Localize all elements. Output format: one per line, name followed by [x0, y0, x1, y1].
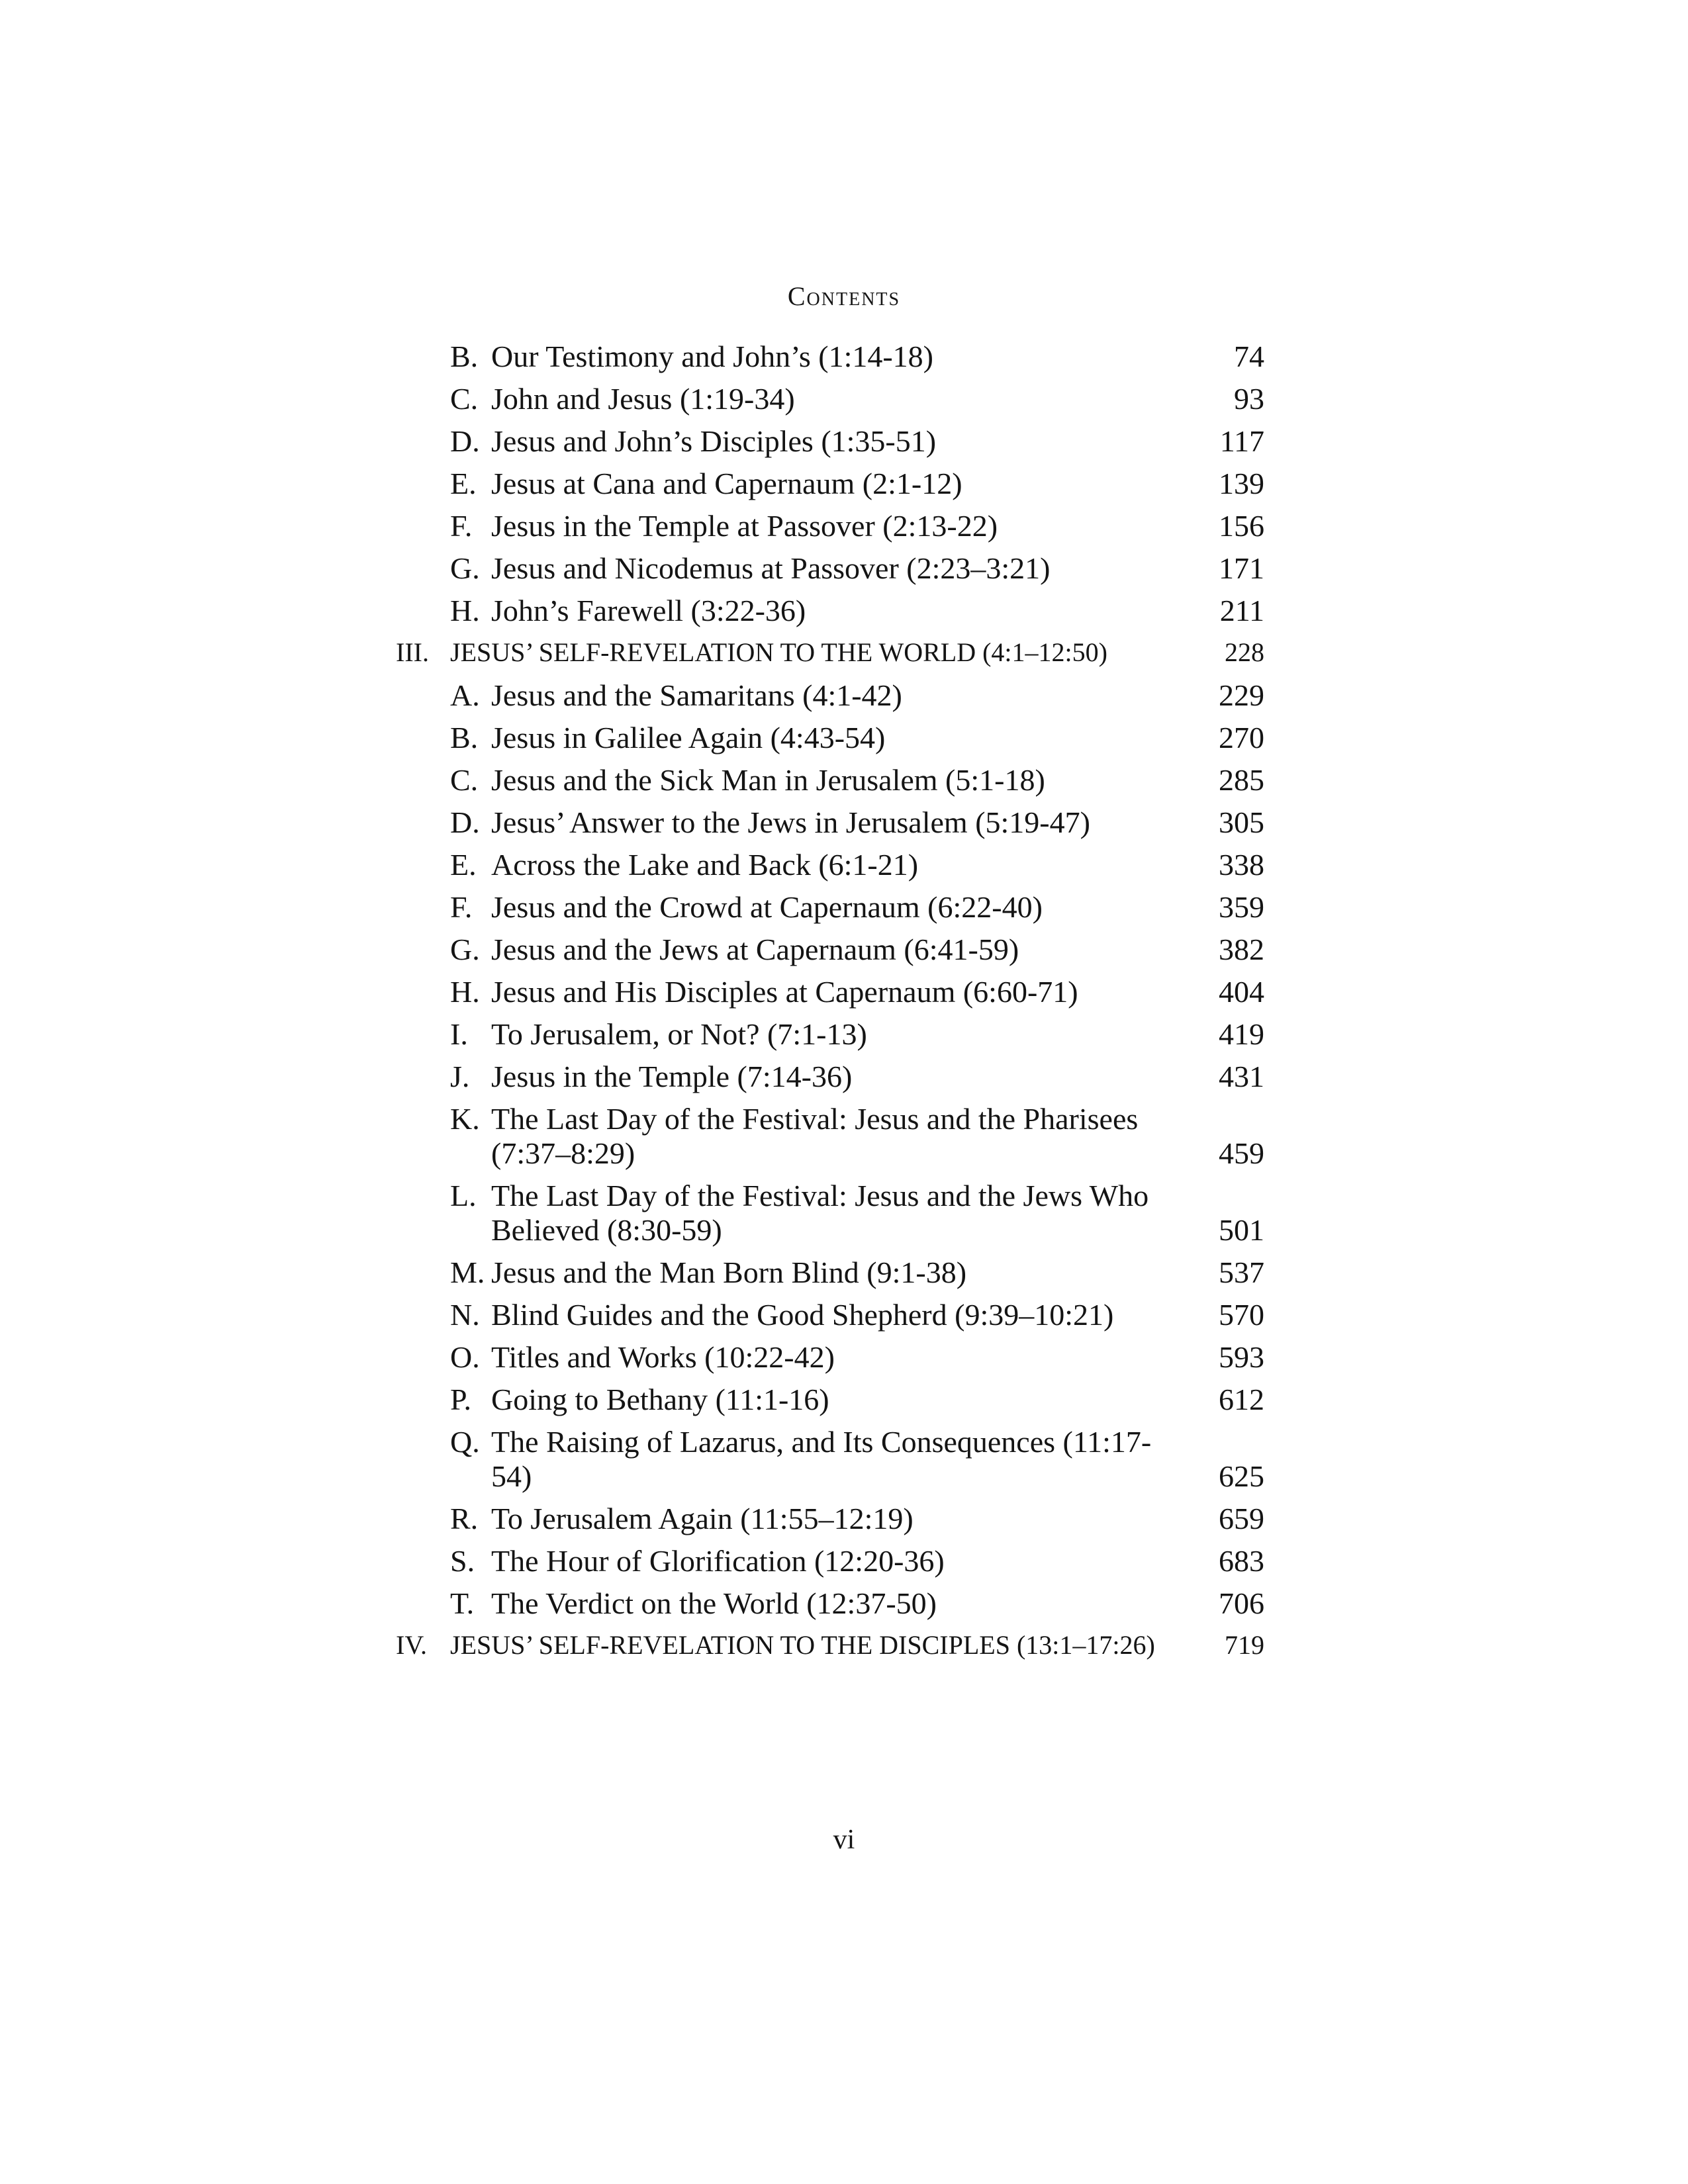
entry-title: John and Jesus (1:19-34): [491, 382, 795, 416]
entry-title: Across the Lake and Back (6:1-21): [491, 848, 919, 882]
entry-page: 171: [1219, 551, 1264, 585]
toc-part-four: [396, 1629, 1264, 1662]
entry-letter: D.: [450, 424, 480, 458]
part-title: JESUS’ SELF-REVELATION TO THE WORLD (4:1–12:50): [450, 637, 1107, 667]
toc-entry-b-testimony: [396, 340, 1264, 374]
entry-title: Jesus and the Sick Man in Jerusalem (5:1-18): [491, 763, 1045, 797]
toc-entry-k-last-day-pharisees: [396, 1102, 1264, 1171]
toc-entry-q-lazarus: [396, 1425, 1264, 1494]
toc-entry-b-galilee: [396, 721, 1264, 755]
toc-part-three: [396, 636, 1264, 669]
toc-entry-r-jerusalem-again: [396, 1502, 1264, 1536]
entry-title: Jesus at Cana and Capernaum (2:1-12): [491, 467, 962, 500]
toc-entry-e-cana: [396, 467, 1264, 501]
entry-title: Jesus and the Jews at Capernaum (6:41-59): [491, 933, 1019, 966]
entry-title: Jesus and the Samaritans (4:1-42): [491, 678, 902, 712]
entry-title: The Raising of Lazarus, and Its Consequences (11:17-54): [491, 1425, 1152, 1493]
entry-page: 706: [1219, 1586, 1264, 1620]
entry-title: Jesus and Nicodemus at Passover (2:23–3:21): [491, 551, 1051, 585]
entry-letter: H.: [450, 975, 480, 1009]
toc-entry-e-across-the-lake: [396, 848, 1264, 882]
part-page: 228: [1225, 637, 1264, 667]
entry-letter: G.: [450, 551, 480, 585]
entry-page: 156: [1219, 509, 1264, 543]
entry-page: 93: [1234, 382, 1264, 416]
entry-page: 612: [1219, 1383, 1264, 1416]
entry-page: 117: [1219, 424, 1264, 458]
entry-title: Jesus in the Temple (7:14-36): [491, 1060, 853, 1093]
entry-letter: B.: [450, 340, 479, 373]
toc-entry-m-man-born-blind: [396, 1255, 1264, 1290]
entry-page: 459: [1219, 1136, 1264, 1170]
part-title: JESUS’ SELF-REVELATION TO THE DISCIPLES (13:1–17:26): [450, 1630, 1155, 1660]
entry-page: 625: [1219, 1459, 1264, 1493]
toc-entry-f-temple-passover: [396, 509, 1264, 543]
toc-entry-h-disciples-capernaum: [396, 975, 1264, 1009]
toc-entry-c-john-and-jesus: [396, 382, 1264, 416]
toc-entry-t-verdict: [396, 1586, 1264, 1621]
entry-page: 211: [1219, 594, 1264, 627]
running-head: Contents: [787, 281, 901, 311]
entry-title: The Verdict on the World (12:37-50): [491, 1586, 937, 1620]
part-numeral: III.: [396, 637, 429, 667]
entry-letter: M.: [450, 1255, 485, 1289]
entry-page: 338: [1219, 848, 1264, 882]
toc-entry-s-glorification: [396, 1544, 1264, 1578]
toc-entry-j-temple: [396, 1060, 1264, 1094]
entry-page: 359: [1219, 890, 1264, 924]
entry-page: 593: [1219, 1340, 1264, 1374]
entry-title: Our Testimony and John’s (1:14-18): [491, 340, 933, 373]
entry-page: 501: [1219, 1213, 1264, 1247]
entry-letter: D.: [450, 805, 480, 839]
toc-entry-g-nicodemus: [396, 551, 1264, 586]
toc-entry-f-crowd-capernaum: [396, 890, 1264, 925]
entry-title: Titles and Works (10:22-42): [491, 1340, 835, 1374]
entry-title: The Hour of Glorification (12:20-36): [491, 1544, 945, 1578]
entry-letter: T.: [450, 1586, 475, 1620]
entry-letter: P.: [450, 1383, 471, 1416]
entry-title: Jesus’ Answer to the Jews in Jerusalem (5:19-47): [491, 805, 1090, 839]
entry-title: Jesus and His Disciples at Capernaum (6:60-71): [491, 975, 1078, 1009]
entry-page: 404: [1219, 975, 1264, 1009]
entry-title: John’s Farewell (3:22-36): [491, 594, 806, 627]
part-page: 719: [1225, 1630, 1264, 1660]
entry-title: Jesus in Galilee Again (4:43-54): [491, 721, 886, 754]
toc-entry-h-johns-farewell: [396, 594, 1264, 628]
toc-entry-a-samaritans: [396, 678, 1264, 713]
entry-page: 683: [1219, 1544, 1264, 1578]
entry-title: To Jerusalem, or Not? (7:1-13): [491, 1017, 867, 1051]
entry-page: 270: [1219, 721, 1264, 754]
toc-entry-o-titles-and-works: [396, 1340, 1264, 1375]
entry-letter: F.: [450, 509, 473, 543]
entry-title: Jesus in the Temple at Passover (2:13-22): [491, 509, 998, 543]
entry-letter: J.: [450, 1060, 470, 1093]
entry-letter: G.: [450, 933, 480, 966]
entry-page: 659: [1219, 1502, 1264, 1535]
entry-letter: I.: [450, 1017, 468, 1051]
toc-entry-c-sick-man: [396, 763, 1264, 797]
toc-entry-i-to-jerusalem: [396, 1017, 1264, 1052]
part-numeral: IV.: [396, 1630, 428, 1660]
entry-page: 74: [1234, 340, 1264, 373]
entry-letter: E.: [450, 467, 477, 500]
entry-title: To Jerusalem Again (11:55–12:19): [491, 1502, 914, 1535]
entry-letter: K.: [450, 1102, 480, 1136]
toc-entry-d-johns-disciples: [396, 424, 1264, 459]
entry-letter: C.: [450, 382, 479, 416]
entry-letter: N.: [450, 1298, 480, 1332]
entry-letter: C.: [450, 763, 479, 797]
entry-page: 382: [1219, 933, 1264, 966]
entry-title: Blind Guides and the Good Shepherd (9:39–10:21): [491, 1298, 1114, 1332]
entry-letter: E.: [450, 848, 477, 882]
toc-entry-d-answer-to-jews: [396, 805, 1264, 840]
page-number: vi: [833, 1825, 855, 1855]
toc-entry-g-jews-capernaum: [396, 933, 1264, 967]
entry-title: Jesus and the Man Born Blind (9:1-38): [491, 1255, 967, 1289]
toc-entry-n-good-shepherd: [396, 1298, 1264, 1332]
entry-page: 139: [1219, 467, 1264, 500]
entry-title: Going to Bethany (11:1-16): [491, 1383, 829, 1416]
entry-letter: O.: [450, 1340, 480, 1374]
toc-entry-p-bethany: [396, 1383, 1264, 1417]
entry-page: 285: [1219, 763, 1264, 797]
entry-page: 419: [1219, 1017, 1264, 1051]
entry-title: The Last Day of the Festival: Jesus and the Jews Who Believed (8:30-59): [491, 1179, 1149, 1247]
table-of-contents: [396, 340, 1264, 1671]
entry-page: 305: [1219, 805, 1264, 839]
entry-letter: H.: [450, 594, 480, 627]
entry-letter: S.: [450, 1544, 475, 1578]
entry-title: The Last Day of the Festival: Jesus and the Pharisees (7:37–8:29): [491, 1102, 1139, 1170]
toc-entry-l-last-day-believers: [396, 1179, 1264, 1248]
entry-title: Jesus and John’s Disciples (1:35-51): [491, 424, 937, 458]
entry-letter: R.: [450, 1502, 479, 1535]
entry-letter: Q.: [450, 1425, 480, 1459]
entry-page: 570: [1219, 1298, 1264, 1332]
entry-letter: B.: [450, 721, 479, 754]
entry-page: 229: [1219, 678, 1264, 712]
entry-title: Jesus and the Crowd at Capernaum (6:22-40): [491, 890, 1043, 924]
entry-page: 431: [1219, 1060, 1264, 1093]
entry-letter: A.: [450, 678, 480, 712]
entry-page: 537: [1219, 1255, 1264, 1289]
entry-letter: L.: [450, 1179, 477, 1212]
entry-letter: F.: [450, 890, 473, 924]
